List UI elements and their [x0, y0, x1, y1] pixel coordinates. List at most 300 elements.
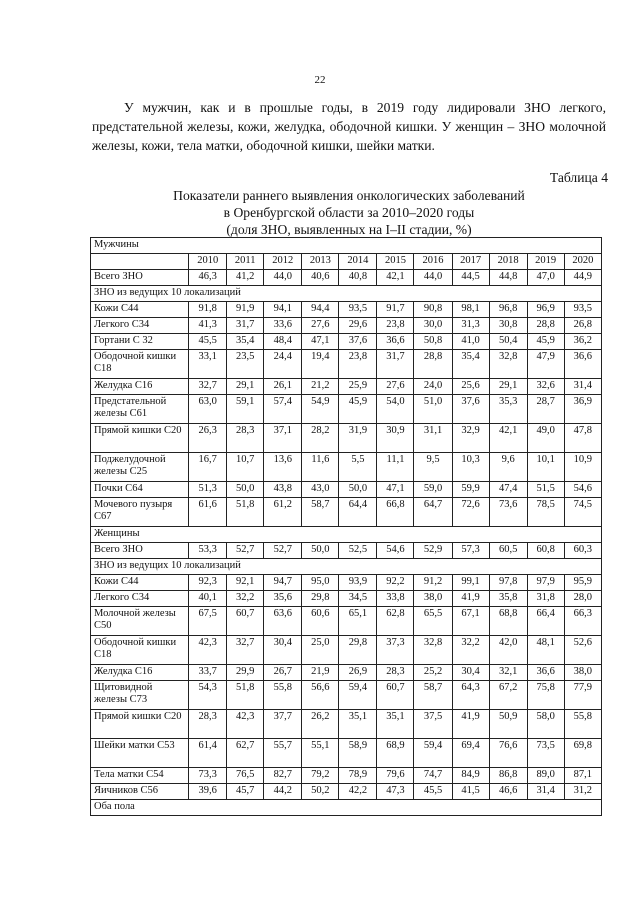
table-cell: 10,9 [564, 453, 601, 482]
table-cell: 50,2 [302, 784, 339, 800]
table-cell: 95,0 [302, 575, 339, 591]
table-cell: 29,6 [339, 318, 377, 334]
table-cell: 92,3 [189, 575, 227, 591]
table-cell: 64,7 [414, 498, 452, 527]
table-cell: 63,6 [264, 607, 302, 636]
table-cell: 59,4 [339, 681, 377, 710]
table-cell: 45,9 [527, 334, 564, 350]
table-cell: 76,6 [489, 739, 527, 768]
table-cell: 31,7 [377, 350, 414, 379]
table-cell: 65,1 [339, 607, 377, 636]
table-cell: 59,9 [452, 482, 489, 498]
table-row [91, 543, 602, 559]
table-cell: 66,4 [527, 607, 564, 636]
table-cell: 51,8 [227, 498, 264, 527]
table-cell: 41,5 [452, 784, 489, 800]
table-cell: 64,3 [452, 681, 489, 710]
women-subheader: ЗНО из ведущих 10 локализаций [91, 559, 602, 575]
table-cell: 47,3 [377, 784, 414, 800]
row-label: Всего ЗНО [91, 270, 189, 286]
table-row [91, 318, 602, 334]
table-cell: 62,8 [377, 607, 414, 636]
table-cell: 47,8 [564, 424, 601, 453]
table-row [91, 768, 602, 784]
table-label: Таблица 4 [549, 170, 608, 185]
table-cell: 33,1 [189, 350, 227, 379]
men-section-header: Мужчины [91, 238, 602, 254]
table-cell: 47,1 [302, 334, 339, 350]
table-cell: 55,7 [264, 739, 302, 768]
page-number: 22 [314, 74, 326, 86]
table-cell: 35,1 [377, 710, 414, 739]
table-cell: 28,8 [527, 318, 564, 334]
early-detection-table [90, 237, 602, 816]
table-cell: 9,5 [414, 453, 452, 482]
table-cell: 98,1 [452, 302, 489, 318]
table-cell: 36,6 [564, 350, 601, 379]
men-subheader-row [91, 286, 602, 302]
row-label: Шейки матки С53 [91, 739, 189, 768]
table-cell: 32,7 [227, 636, 264, 665]
row-label: Кожи С44 [91, 575, 189, 591]
table-cell: 60,8 [527, 543, 564, 559]
table-cell: 58,7 [302, 498, 339, 527]
table-cell: 59,1 [227, 395, 264, 424]
table-cell: 44,2 [264, 784, 302, 800]
table-cell: 67,2 [489, 681, 527, 710]
table-cell: 55,1 [302, 739, 339, 768]
table-cell: 54,9 [302, 395, 339, 424]
table-row [91, 334, 602, 350]
table-cell: 47,9 [527, 350, 564, 379]
table-cell: 91,2 [414, 575, 452, 591]
table-cell: 72,6 [452, 498, 489, 527]
table-cell: 67,5 [189, 607, 227, 636]
table-cell: 26,2 [302, 710, 339, 739]
table-row [91, 591, 602, 607]
men-subheader: ЗНО из ведущих 10 локализаций [91, 286, 602, 302]
row-label: Тела матки С54 [91, 768, 189, 784]
table-cell: 76,5 [227, 768, 264, 784]
table-cell: 32,8 [414, 636, 452, 665]
table-cell: 41,9 [452, 710, 489, 739]
table-cell: 54,0 [377, 395, 414, 424]
year-header: 2018 [489, 254, 527, 270]
table-cell: 25,0 [302, 636, 339, 665]
table-cell: 35,6 [264, 591, 302, 607]
year-header: 2020 [564, 254, 601, 270]
table-row [91, 665, 602, 681]
table-cell: 26,7 [264, 665, 302, 681]
table-cell: 31,7 [227, 318, 264, 334]
table-cell: 54,6 [564, 482, 601, 498]
table-cell: 78,5 [527, 498, 564, 527]
table-cell: 45,5 [189, 334, 227, 350]
table-cell: 37,5 [414, 710, 452, 739]
table-cell: 37,6 [452, 395, 489, 424]
table-cell: 74,5 [564, 498, 601, 527]
table-cell: 45,7 [227, 784, 264, 800]
table-cell: 28,8 [414, 350, 452, 379]
table-cell: 30,4 [264, 636, 302, 665]
table-row [91, 607, 602, 636]
table-cell: 26,8 [564, 318, 601, 334]
table-cell: 99,1 [452, 575, 489, 591]
table-cell: 66,3 [564, 607, 601, 636]
table-cell: 59,4 [414, 739, 452, 768]
table-cell: 91,9 [227, 302, 264, 318]
table-cell: 52,5 [339, 543, 377, 559]
table-cell: 62,7 [227, 739, 264, 768]
year-header: 2010 [189, 254, 227, 270]
table-cell: 68,8 [489, 607, 527, 636]
table-cell: 25,9 [339, 379, 377, 395]
table-cell: 48,4 [264, 334, 302, 350]
table-cell: 32,7 [189, 379, 227, 395]
table-row [91, 710, 602, 739]
table-cell: 50,8 [414, 334, 452, 350]
table-cell: 26,3 [189, 424, 227, 453]
table-row [91, 482, 602, 498]
table-cell: 27,6 [302, 318, 339, 334]
table-cell: 31,2 [564, 784, 601, 800]
table-cell: 73,5 [527, 739, 564, 768]
table-cell: 84,9 [452, 768, 489, 784]
year-header-row [91, 254, 602, 270]
table-cell: 68,9 [377, 739, 414, 768]
table-cell: 31,4 [564, 379, 601, 395]
table-cell: 94,4 [302, 302, 339, 318]
table-cell: 38,0 [414, 591, 452, 607]
year-header: 2016 [414, 254, 452, 270]
table-cell: 36,6 [527, 665, 564, 681]
table-cell: 58,7 [414, 681, 452, 710]
table-cell: 96,8 [489, 302, 527, 318]
table-cell: 73,6 [489, 498, 527, 527]
table-cell: 37,3 [377, 636, 414, 665]
table-cell: 58,9 [339, 739, 377, 768]
table-cell: 41,3 [189, 318, 227, 334]
table-cell: 63,0 [189, 395, 227, 424]
table-cell: 10,3 [452, 453, 489, 482]
row-label: Ободочной кишки С18 [91, 636, 189, 665]
table-cell: 35,4 [227, 334, 264, 350]
table-cell: 78,9 [339, 768, 377, 784]
table-cell: 28,3 [227, 424, 264, 453]
table-cell: 24,0 [414, 379, 452, 395]
row-label: Прямой кишки С20 [91, 710, 189, 739]
table-cell: 37,7 [264, 710, 302, 739]
table-row [91, 739, 602, 768]
table-cell: 45,5 [414, 784, 452, 800]
table-cell: 66,8 [377, 498, 414, 527]
table-title-line-2: в Оренбургской области за 2010–2020 годы [223, 205, 475, 220]
table-cell: 74,7 [414, 768, 452, 784]
table-cell: 33,8 [377, 591, 414, 607]
table-cell: 55,8 [264, 681, 302, 710]
table-cell: 19,4 [302, 350, 339, 379]
table-cell: 32,8 [489, 350, 527, 379]
table-cell: 97,9 [527, 575, 564, 591]
table-cell: 25,2 [414, 665, 452, 681]
table-title-line-3: (доля ЗНО, выявленных на I–II стадии, %) [226, 222, 472, 237]
table-cell: 44,9 [564, 270, 601, 286]
table-cell: 42,3 [189, 636, 227, 665]
table-cell: 31,9 [339, 424, 377, 453]
table-cell: 40,1 [189, 591, 227, 607]
table-cell: 49,0 [527, 424, 564, 453]
year-header: 2014 [339, 254, 377, 270]
table-cell: 36,2 [564, 334, 601, 350]
table-cell: 29,1 [227, 379, 264, 395]
year-header-corner [91, 254, 189, 270]
table-cell: 91,7 [377, 302, 414, 318]
table-cell: 32,2 [227, 591, 264, 607]
table-cell: 79,6 [377, 768, 414, 784]
row-label: Всего ЗНО [91, 543, 189, 559]
table-cell: 60,3 [564, 543, 601, 559]
table-cell: 39,6 [189, 784, 227, 800]
row-label: Мочевого пузыря С67 [91, 498, 189, 527]
table-cell: 5,5 [339, 453, 377, 482]
row-label: Легкого С34 [91, 591, 189, 607]
table-cell: 38,0 [564, 665, 601, 681]
table-row [91, 453, 602, 482]
table-cell: 94,7 [264, 575, 302, 591]
table-cell: 35,3 [489, 395, 527, 424]
table-cell: 77,9 [564, 681, 601, 710]
table-cell: 58,0 [527, 710, 564, 739]
table-cell: 73,3 [189, 768, 227, 784]
table-cell: 60,7 [227, 607, 264, 636]
row-label: Молочной железы С50 [91, 607, 189, 636]
table-row [91, 784, 602, 800]
table-cell: 52,7 [227, 543, 264, 559]
table-cell: 29,1 [489, 379, 527, 395]
table-cell: 44,8 [489, 270, 527, 286]
table-row [91, 636, 602, 665]
table-cell: 23,8 [377, 318, 414, 334]
table-cell: 11,1 [377, 453, 414, 482]
table-cell: 42,1 [377, 270, 414, 286]
table-body [91, 238, 602, 816]
table-cell: 32,9 [452, 424, 489, 453]
table-cell: 25,6 [452, 379, 489, 395]
table-row [91, 424, 602, 453]
table-cell: 42,0 [489, 636, 527, 665]
table-cell: 60,6 [302, 607, 339, 636]
row-label: Легкого С34 [91, 318, 189, 334]
table-cell: 89,0 [527, 768, 564, 784]
table-cell: 50,0 [339, 482, 377, 498]
table-cell: 28,7 [527, 395, 564, 424]
table-cell: 65,5 [414, 607, 452, 636]
row-label: Поджелудочной железы С25 [91, 453, 189, 482]
table-cell: 50,9 [489, 710, 527, 739]
table-cell: 51,0 [414, 395, 452, 424]
table-cell: 42,1 [489, 424, 527, 453]
table-cell: 44,0 [414, 270, 452, 286]
table-cell: 40,8 [339, 270, 377, 286]
year-header: 2013 [302, 254, 339, 270]
table-cell: 21,9 [302, 665, 339, 681]
table-cell: 52,9 [414, 543, 452, 559]
table-cell: 60,5 [489, 543, 527, 559]
table-cell: 10,1 [527, 453, 564, 482]
table-cell: 24,4 [264, 350, 302, 379]
table-cell: 61,6 [189, 498, 227, 527]
table-cell: 42,2 [339, 784, 377, 800]
table-cell: 69,8 [564, 739, 601, 768]
table-cell: 34,5 [339, 591, 377, 607]
table-row [91, 498, 602, 527]
table-cell: 10,7 [227, 453, 264, 482]
table-cell: 23,5 [227, 350, 264, 379]
table-cell: 16,7 [189, 453, 227, 482]
table-row [91, 681, 602, 710]
table-cell: 82,7 [264, 768, 302, 784]
table-cell: 51,3 [189, 482, 227, 498]
table-cell: 41,2 [227, 270, 264, 286]
year-header: 2012 [264, 254, 302, 270]
table-cell: 57,4 [264, 395, 302, 424]
table-cell: 40,6 [302, 270, 339, 286]
women-subheader-row [91, 559, 602, 575]
table-cell: 46,3 [189, 270, 227, 286]
table-cell: 11,6 [302, 453, 339, 482]
table-cell: 93,5 [339, 302, 377, 318]
row-label: Ободочной кишки С18 [91, 350, 189, 379]
table-cell: 41,9 [452, 591, 489, 607]
table-cell: 31,8 [527, 591, 564, 607]
table-cell: 91,8 [189, 302, 227, 318]
row-label: Желудка С16 [91, 665, 189, 681]
table-cell: 57,3 [452, 543, 489, 559]
table-title [92, 187, 606, 238]
table-cell: 37,6 [339, 334, 377, 350]
table-cell: 61,2 [264, 498, 302, 527]
table-cell: 54,6 [377, 543, 414, 559]
table-cell: 79,2 [302, 768, 339, 784]
table-cell: 92,1 [227, 575, 264, 591]
table-cell: 93,5 [564, 302, 601, 318]
table-cell: 90,8 [414, 302, 452, 318]
table-cell: 32,2 [452, 636, 489, 665]
table-cell: 30,9 [377, 424, 414, 453]
table-cell: 29,8 [302, 591, 339, 607]
row-label: Предстательной железы С61 [91, 395, 189, 424]
table-cell: 47,4 [489, 482, 527, 498]
table-cell: 36,9 [564, 395, 601, 424]
row-label: Щитовидной железы С73 [91, 681, 189, 710]
year-header: 2015 [377, 254, 414, 270]
table-cell: 35,1 [339, 710, 377, 739]
table-cell: 23,8 [339, 350, 377, 379]
table-cell: 31,1 [414, 424, 452, 453]
table-cell: 87,1 [564, 768, 601, 784]
table-cell: 61,4 [189, 739, 227, 768]
men-section-header-row [91, 238, 602, 254]
table-cell: 51,8 [227, 681, 264, 710]
table-cell: 59,0 [414, 482, 452, 498]
table-cell: 33,7 [189, 665, 227, 681]
table-cell: 21,2 [302, 379, 339, 395]
table-cell: 94,1 [264, 302, 302, 318]
table-cell: 67,1 [452, 607, 489, 636]
both-section-header-row [91, 800, 602, 816]
table-row [91, 302, 602, 318]
table-cell: 93,9 [339, 575, 377, 591]
table-cell: 44,5 [452, 270, 489, 286]
table-cell: 64,4 [339, 498, 377, 527]
table-cell: 52,6 [564, 636, 601, 665]
table-cell: 42,3 [227, 710, 264, 739]
table-cell: 37,1 [264, 424, 302, 453]
table-row [91, 395, 602, 424]
table-cell: 29,8 [339, 636, 377, 665]
table-cell: 36,6 [377, 334, 414, 350]
women-section-header: Женщины [91, 527, 602, 543]
row-label: Кожи С44 [91, 302, 189, 318]
row-label: Желудка С16 [91, 379, 189, 395]
table-cell: 28,3 [377, 665, 414, 681]
table-cell: 33,6 [264, 318, 302, 334]
table-cell: 31,4 [527, 784, 564, 800]
table-cell: 56,6 [302, 681, 339, 710]
women-section-header-row [91, 527, 602, 543]
table-cell: 51,5 [527, 482, 564, 498]
table-cell: 95,9 [564, 575, 601, 591]
table-cell: 48,1 [527, 636, 564, 665]
table-cell: 96,9 [527, 302, 564, 318]
table-cell: 27,6 [377, 379, 414, 395]
table-cell: 45,9 [339, 395, 377, 424]
table-row [91, 350, 602, 379]
table-cell: 97,8 [489, 575, 527, 591]
table-cell: 86,8 [489, 768, 527, 784]
table-title-line-1: Показатели раннего выявления онкологических заболеваний [173, 188, 525, 203]
table-cell: 43,0 [302, 482, 339, 498]
table-cell: 30,8 [489, 318, 527, 334]
table-cell: 75,8 [527, 681, 564, 710]
table-row [91, 270, 602, 286]
row-label: Почки С64 [91, 482, 189, 498]
table-cell: 35,4 [452, 350, 489, 379]
intro-paragraph [92, 98, 606, 155]
table-cell: 30,0 [414, 318, 452, 334]
table-cell: 41,0 [452, 334, 489, 350]
table-cell: 47,0 [527, 270, 564, 286]
table-cell: 35,8 [489, 591, 527, 607]
table-cell: 9,6 [489, 453, 527, 482]
table-cell: 69,4 [452, 739, 489, 768]
table-cell: 28,3 [189, 710, 227, 739]
table-cell: 92,2 [377, 575, 414, 591]
year-header: 2019 [527, 254, 564, 270]
table-cell: 13,6 [264, 453, 302, 482]
table-cell: 60,7 [377, 681, 414, 710]
table-cell: 32,1 [489, 665, 527, 681]
table-cell: 50,0 [227, 482, 264, 498]
both-section-header: Оба пола [91, 800, 602, 816]
table-cell: 44,0 [264, 270, 302, 286]
table-cell: 31,3 [452, 318, 489, 334]
table-row [91, 575, 602, 591]
row-label: Гортани С 32 [91, 334, 189, 350]
table-cell: 30,4 [452, 665, 489, 681]
table-cell: 26,9 [339, 665, 377, 681]
table-cell: 28,0 [564, 591, 601, 607]
